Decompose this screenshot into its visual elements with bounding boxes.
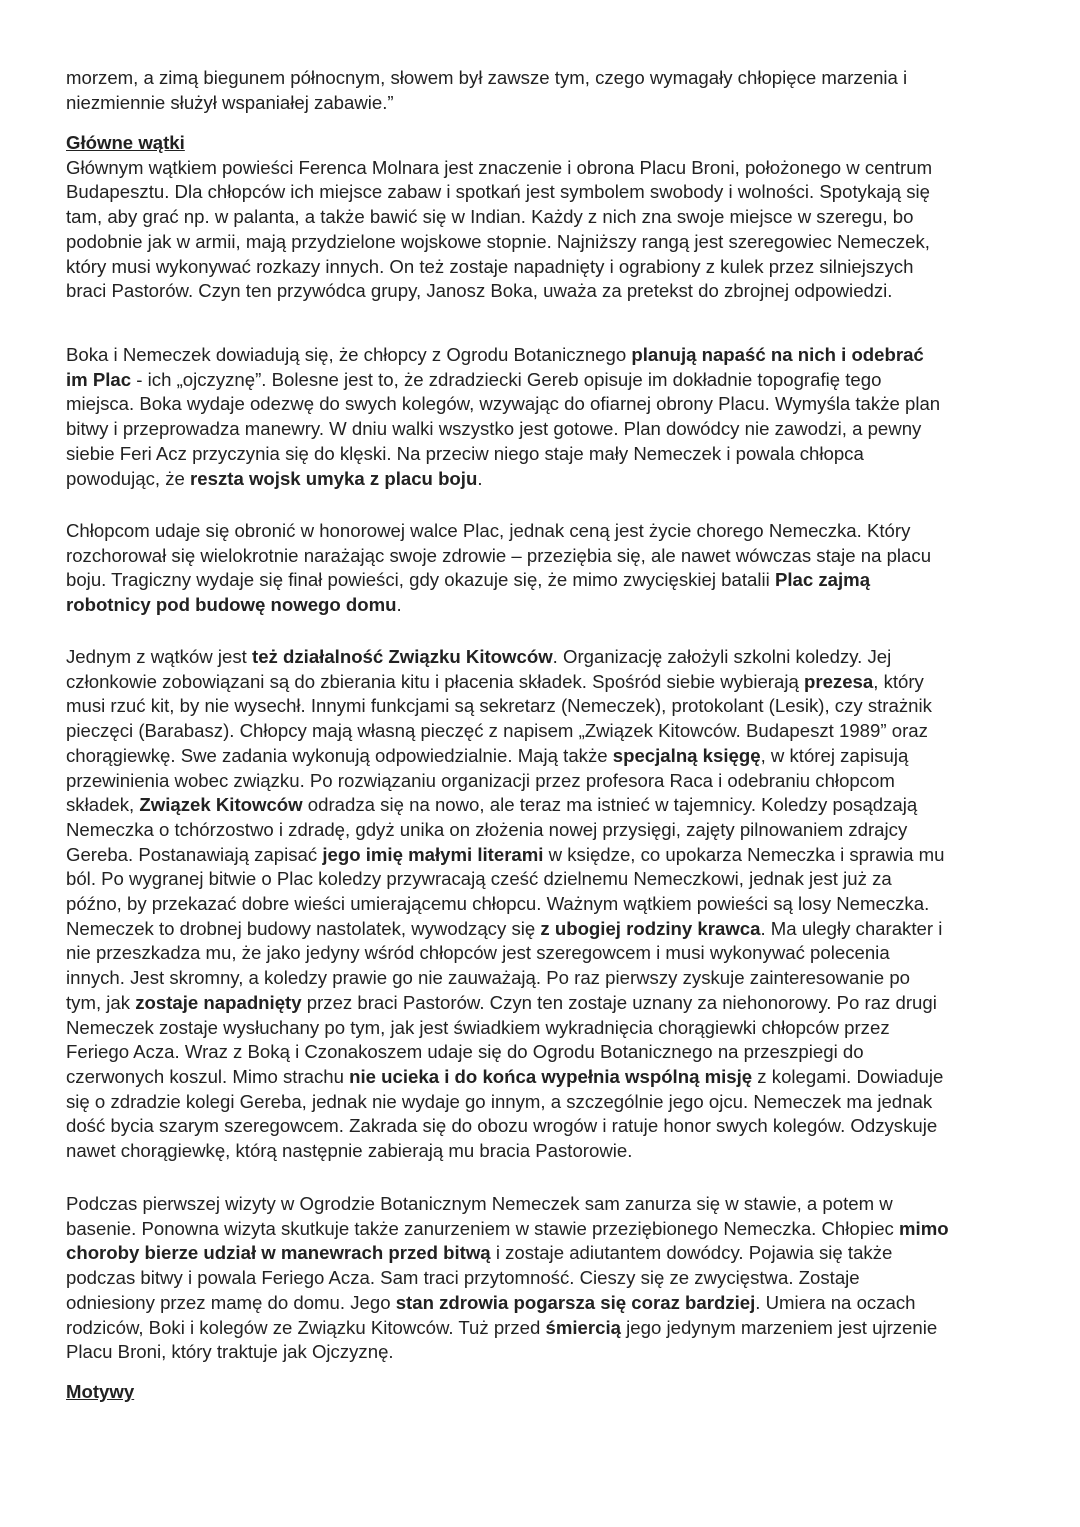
text-line: musi rzuć kit, by nie wysechł. Innymi funkcjami są sekretarz (Nemeczek), protokolant (Lesik), czy strażnik [66, 695, 932, 717]
text-line: powodując, że [66, 467, 191, 489]
section-motywy [66, 1380, 1026, 1405]
text-line: siebie Feri Acz przyczynia się do klęski. Na przeciw niego staje mały Nemeczek i powala chłopca [66, 442, 864, 464]
text-line: morzem, a zimą biegunem północnym, słowem był zawsze tym, czego wymagały chłopięce marzenia i [66, 67, 908, 88]
text-line: Jednym z wątków jest [66, 646, 253, 667]
text-line: późno, by przekazać dobre wieści umierającemu chłopcu. Ważnym wątkiem powieści są losy Nemeczka. [66, 893, 930, 915]
text-line: . Umiera na oczach [755, 1291, 916, 1313]
text-line: boju. Tragiczny wydaje się finał powieści, gdy okazuje się, że mimo zwycięskiej batalii [66, 569, 775, 591]
bold-phrase: planują napaść na nich i odebrać [631, 344, 924, 365]
text-line: Nemeczek zostaje wysłuchany po tym, jak jest świadkiem wykradnięcia chorągiewki chłopców przez [66, 1016, 890, 1038]
bold-phrase: Plac zajmą [774, 569, 871, 591]
text-line: , w której zapisują [760, 744, 909, 766]
text-line: basenie. Ponowna wizyta skutkuje także zanurzeniem w stawie przeziębionego Nemeczka. Chłopiec [66, 1217, 900, 1239]
bold-phrase: z ubogiej rodziny krawca [540, 917, 761, 939]
text-line: . [396, 594, 402, 616]
text-line: niezmiennie służył wspaniałej zabawie.” [66, 91, 394, 113]
text-line: członkowie zobowiązani są do zbierania kitu i płacenia składek. Spośród siebie wybierają [66, 670, 804, 692]
bold-phrase: mimo [899, 1217, 949, 1239]
text-line: rozchorował się wielokrotnie narażając swoje zdrowie – przeziębia się, ale nawet wówczas staje na placu [66, 544, 932, 566]
section-heading: Główne wątki [66, 132, 185, 153]
text-line: nie przeszkadza mu, że jako jedyny wśród chłopców jest szeregowcem i musi wykonywać polecenia [66, 942, 890, 964]
text-line: . Ma uległy charakter i [760, 917, 943, 939]
text-line: miejsca. Boka wydaje odezwę do swych kolegów, wzywając do ofiarnej obrony Placu. Wymyśla także plan [66, 393, 941, 415]
text-line: Nemeczka o tchórzostwo i zdradę, gdyż unika on złożenia nowej przysięgi, zajęty pilnowaniem zdrajcy [66, 818, 908, 840]
bold-phrase: jego imię małymi literami [322, 843, 544, 865]
text-line: nawet chorągiewkę, którą następnie zabierają mu bracia Pastorowie. [66, 1140, 633, 1162]
text-line: ból. Po wygranej bitwie o Plac koledzy przywracają cześć dzielnemu Nemeczkowi, jednak jest już za [66, 868, 892, 890]
text-line: odniesiony przez mamę do domu. Jego [66, 1291, 396, 1313]
text-line: Budapesztu. Dla chłopców ich miejsce zabaw i spotkań jest symbolem swobody i wolności. Spotykają się [66, 181, 930, 203]
text-line: Boka i Nemeczek dowiadują się, że chłopcy z Ogrodu Botanicznego [66, 344, 632, 365]
text-line: Placu Broni, który traktuje jak Ojczyznę. [66, 1341, 394, 1363]
text-line: tam, aby grać np. w palanta, a także bawić się w Indian. Każdy z nich zna swoje miejsce w szeregu, bo [66, 206, 914, 228]
text-line: dość bycia szarym szeregowcem. Zakrada się do obozu wrogów i ratuje honor swych kolegów. Odzyskuje [66, 1115, 938, 1137]
intro-paragraph [66, 66, 1026, 115]
text-line: odradza się na nowo, ale teraz ma istnieć w tajemnicy. Koledzy posądzają [302, 794, 918, 816]
bold-phrase: reszta wojsk umyka z placu boju [190, 467, 478, 489]
bold-phrase: prezesa [803, 670, 874, 692]
text-line: braci Pastorów. Czyn ten przywódca grupy, Janosz Boka, uważa za pretekst do zbrojnej odpowiedzi. [66, 280, 893, 302]
text-line: Feriego Acza. Wraz z Boką i Czonakoszem udaje się do Ogrodu Botanicznego na przeszpiegi do [66, 1041, 864, 1063]
paragraph-ogrod-botaniczny [66, 1192, 1026, 1365]
text-line: bitwy i przeprowadza manewry. W dniu walki wszystko jest gotowe. Plan dowódcy nie zawodzi, a pewny [66, 418, 922, 440]
text-line: składek, [66, 794, 140, 816]
text-line: Głównym wątkiem powieści Ferenca Molnara jest znaczenie i obrona Placu Broni, położonego w centrum [66, 156, 933, 178]
text-line: jego jedynym marzeniem jest ujrzenie [620, 1316, 938, 1338]
bold-phrase: śmiercią [545, 1316, 621, 1338]
text-line: , który [873, 670, 924, 692]
text-line: . Organizację założyli szkolni koledzy. Jej [552, 646, 892, 667]
paragraph-boka-nemeczek [66, 343, 1026, 491]
bold-phrase: specjalną księgę [612, 744, 761, 766]
text-line: przez braci Pastorów. Czyn ten zostaje uznany za niehonorowy. Po raz drugi [301, 991, 937, 1013]
text-line: który musi wykonywać rozkazy innych. On też zostaje napadnięty i ograbiony z kulek przez silniejszych [66, 255, 914, 277]
text-line: w księdze, co upokarza Nemeczka i sprawia mu [543, 843, 945, 865]
text-line: pieczęci (Barabasz). Chłopcy mają własną pieczęć z napisem „Związek Kitowców. Budapeszt 1989” oraz [66, 720, 928, 742]
bold-phrase: im Plac [66, 368, 132, 390]
paragraph-obrona-placu [66, 519, 1026, 618]
text-line: Nemeczek to drobnej budowy nastolatek, wywodzący się [66, 917, 541, 939]
bold-phrase: stan zdrowia pogarsza się coraz bardziej [395, 1291, 756, 1313]
text-line: . [477, 467, 483, 489]
text-line: się o zdradzie kolegi Gereba, jednak nie wydaje go innym, a szczególnie jego ojcu. Nemeczek ma jednak [66, 1090, 933, 1112]
bold-phrase: nie ucieka i do końca wypełnia wspólną misję [349, 1065, 753, 1087]
bold-phrase: Związek Kitowców [139, 794, 303, 816]
section-glowne-watki [66, 131, 1026, 304]
paragraph-zwiazek-kitowcow [66, 645, 1026, 1164]
bold-phrase: też działalność Związku Kitowców [252, 646, 553, 667]
text-line: Gereba. Postanawiają zapisać [66, 843, 323, 865]
bold-phrase: robotnicy pod budowę nowego domu [66, 594, 397, 616]
text-line: przewinienia wobec związku. Po rozwiązaniu organizacji przez profesora Raca i odebraniu chłopcom [66, 769, 895, 791]
text-line: tym, jak [66, 991, 136, 1013]
bold-phrase: zostaje napadnięty [135, 991, 302, 1013]
text-line: podobnie jak w armii, mają przydzielone wojskowe stopnie. Najniższy rangą jest szeregowiec Nemeczek, [66, 230, 930, 252]
text-line: Podczas pierwszej wizyty w Ogrodzie Botanicznym Nemeczek sam zanurza się w stawie, a potem w [66, 1193, 893, 1214]
text-line: - ich „ojczyznę”. Bolesne jest to, że zdradziecki Gereb opisuje im dokładnie topografię tego [131, 368, 882, 390]
text-line: Chłopcom udaje się obronić w honorowej walce Plac, jednak ceną jest życie chorego Nemeczka. Który [66, 520, 911, 541]
text-line: z kolegami. Dowiaduje [752, 1065, 944, 1087]
text-line: podczas bitwy i powala Feriego Acza. Sam traci przytomność. Cieszy się ze zwycięstwa. Zostaje [66, 1267, 860, 1289]
text-line: chorągiewkę. Swe zadania wykonują odpowiedzialnie. Mają także [66, 744, 613, 766]
text-line: i zostaje adiutantem dowódcy. Pojawia się także [490, 1242, 893, 1264]
text-line: czerwonych koszul. Mimo strachu [66, 1065, 350, 1087]
text-line: rodziców, Boki i kolegów ze Związku Kitowców. Tuż przed [66, 1316, 546, 1338]
bold-phrase: choroby bierze udział w manewrach przed bitwą [66, 1242, 491, 1264]
text-line: innych. Jest skromny, a koledzy prawie go nie zauważają. Po raz pierwszy zyskuje zainteresowanie po [66, 967, 910, 989]
section-heading: Motywy [66, 1381, 135, 1402]
